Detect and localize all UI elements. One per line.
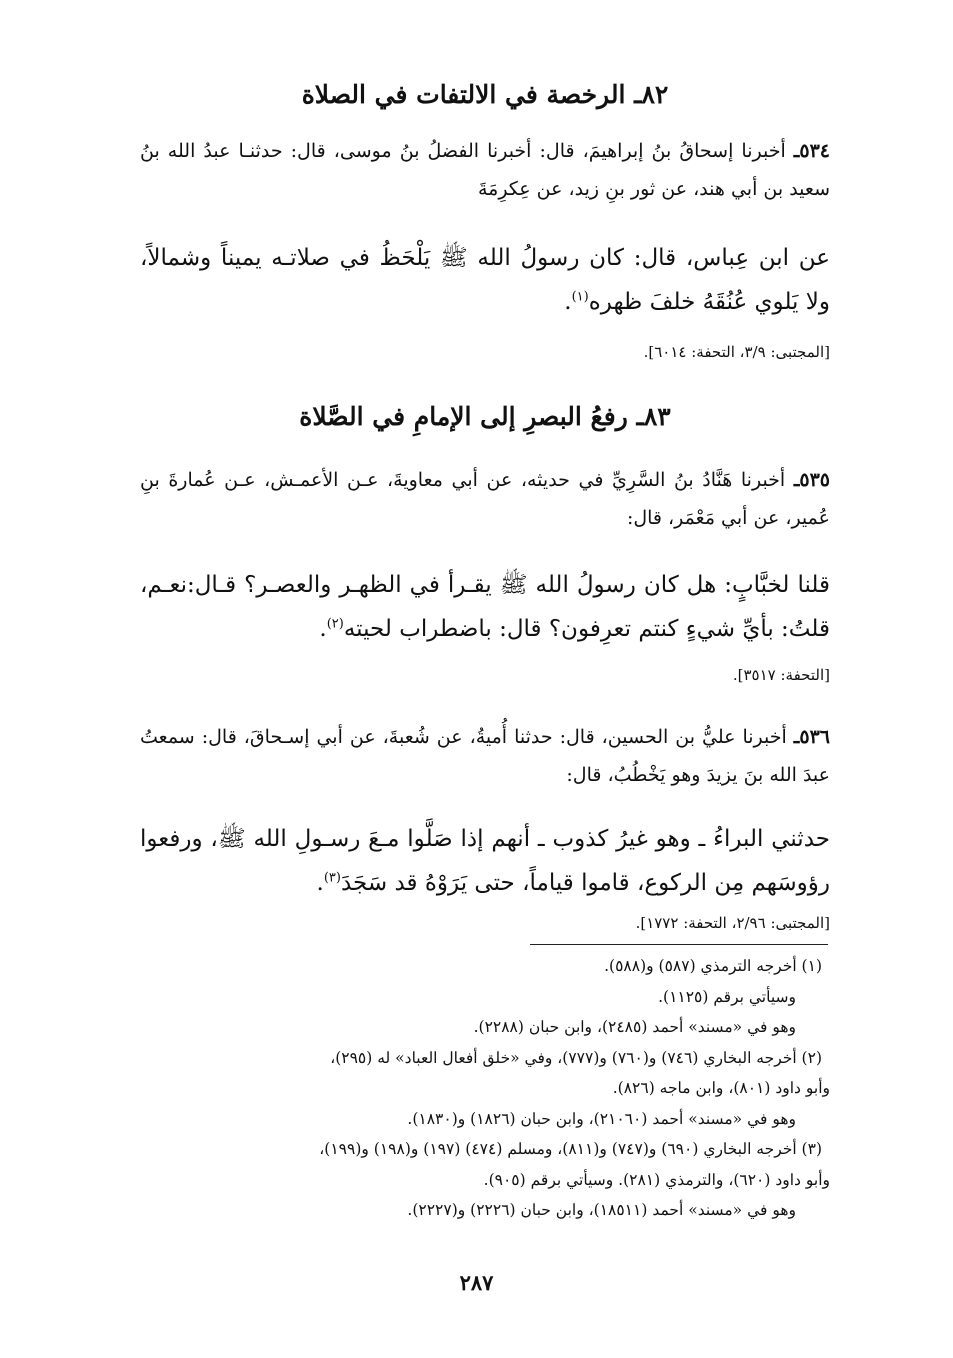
matn-text: حدثني البراءُ ـ وهو غيرُ كذوب ـ أنهم إذا صَلَّوا مـعَ رسـولِ الله ﷺ، ورفعوا رؤوسَهم مِن الركوع، قاموا قياماً، حتى يَرَوْهُ قد سَجَدَ xyxy=(140,826,830,896)
footnote-line: وأبو داود (٨٠١)، وابن ماجه (٨٢٦). xyxy=(612,1079,830,1097)
footnote-line: وهو في «مسند» أحمد (١٨٥١١)، وابن حبان (٢٢٢٦) و(٢٢٢٧). xyxy=(407,1201,796,1219)
hadith-number: ٥٣٦ـ xyxy=(793,726,830,748)
hadith-536-reference: [المجتبى: ٢/٩٦، التحفة: ١٧٧٢]. xyxy=(635,914,830,932)
footnote-marker[interactable]: (٣) xyxy=(323,870,341,886)
matn-end: . xyxy=(564,289,572,315)
footnote-separator xyxy=(530,944,828,945)
hadith-number: ٥٣٤ـ xyxy=(793,140,830,162)
chapter-heading-83: ٨٣ـ رفعُ البصرِ إلى الإمامِ في الصَّلاة xyxy=(299,402,671,431)
footnote-line: وهو في «مسند» أحمد (٢٤٨٥)، وابن حبان (٢٢٨٨). xyxy=(473,1018,796,1036)
matn-end: . xyxy=(316,870,324,896)
isnad-text: أخبرنا هَنَّادُ بنُ السَّرِيِّ في حديثه، عن أبي معاويةَ، عـن الأعمـش، عـن عُمارةَ بنِ عُمير، عن أبي مَعْمَر، قال: xyxy=(140,469,830,529)
hadith-536-isnad xyxy=(140,718,830,794)
isnad-text: أخبرنا عليُّ بن الحسين، قال: حدثنا أُميةُ، عن شُعبةَ، عن أبي إسـحاقَ، قال: سمعتُ عبدَ الله بنَ يزيدَ وهو يَخْطُبُ، قال: xyxy=(140,726,830,786)
footnote-line: (٣) أخرجه البخاري (٦٩٠) و(٧٤٧) و(٨١١)، ومسلم (٤٧٤) (١٩٧) و(١٩٨) و(١٩٩)، xyxy=(319,1140,822,1158)
hadith-number: ٥٣٥ـ xyxy=(793,469,831,491)
footnote-marker[interactable]: (١) xyxy=(571,289,589,305)
hadith-534-reference: [المجتبى: ٣/٩، التحفة: ٦٠١٤]. xyxy=(643,343,830,361)
footnotes xyxy=(140,951,830,1226)
matn-text: قلنا لخبَّابٍ: هل كان رسولُ الله ﷺ يقـرأ في الظهـر والعصـر؟ قـال:نعـم، قلتُ: بأيِّ شيءٍ كنتم تعرِفون؟ قال: باضطراب لحيته xyxy=(140,572,830,642)
hadith-534-matn xyxy=(140,236,830,324)
chapter-heading-82: ٨٢ـ الرخصة في الالتفات في الصلاة xyxy=(301,80,669,109)
page-number: ٢٨٧ xyxy=(459,1270,494,1295)
hadith-534-isnad xyxy=(140,132,830,208)
hadith-535-isnad xyxy=(140,461,830,537)
footnote-line: (٢) أخرجه البخاري (٧٤٦) و(٧٦٠) و(٧٧٧)، وفي «خلق أفعال العباد» له (٢٩٥)، xyxy=(330,1048,822,1067)
footnote-line: وسيأتي برقم (١١٢٥). xyxy=(658,987,796,1006)
hadith-535-matn xyxy=(140,563,830,651)
footnote-line: (١) أخرجه الترمذي (٥٨٧) و(٥٨٨). xyxy=(604,957,822,975)
matn-end: . xyxy=(319,616,327,642)
footnote-line: وأبو داود (٦٢٠)، والترمذي (٢٨١). وسيأتي برقم (٩٠٥). xyxy=(483,1170,830,1189)
footnote-line: وهو في «مسند» أحمد (٢١٠٦٠)، وابن حبان (١٨٢٦) و(١٨٣٠). xyxy=(407,1109,796,1128)
isnad-text: أخبرنا إسحاقُ بنُ إبراهيمَ، قال: أخبرنا الفضلُ بنُ موسى، قال: حدثنـا عبدُ الله بنُ سعيد بن أبي هند، عن ثور بنِ زيد، عن عِكرِمَةَ xyxy=(140,140,830,200)
footnote-marker[interactable]: (٢) xyxy=(326,616,344,632)
matn-text: عن ابن عِباس، قال: كان رسولُ الله ﷺ يَلْحَظُ في صلاتـه يميناً وشمالاً، ولا يَلوي عُنُقَهُ خلفَ ظهره xyxy=(140,245,830,315)
hadith-536-matn xyxy=(140,817,830,905)
hadith-535-reference: [التحفة: ٣٥١٧]. xyxy=(732,666,830,684)
